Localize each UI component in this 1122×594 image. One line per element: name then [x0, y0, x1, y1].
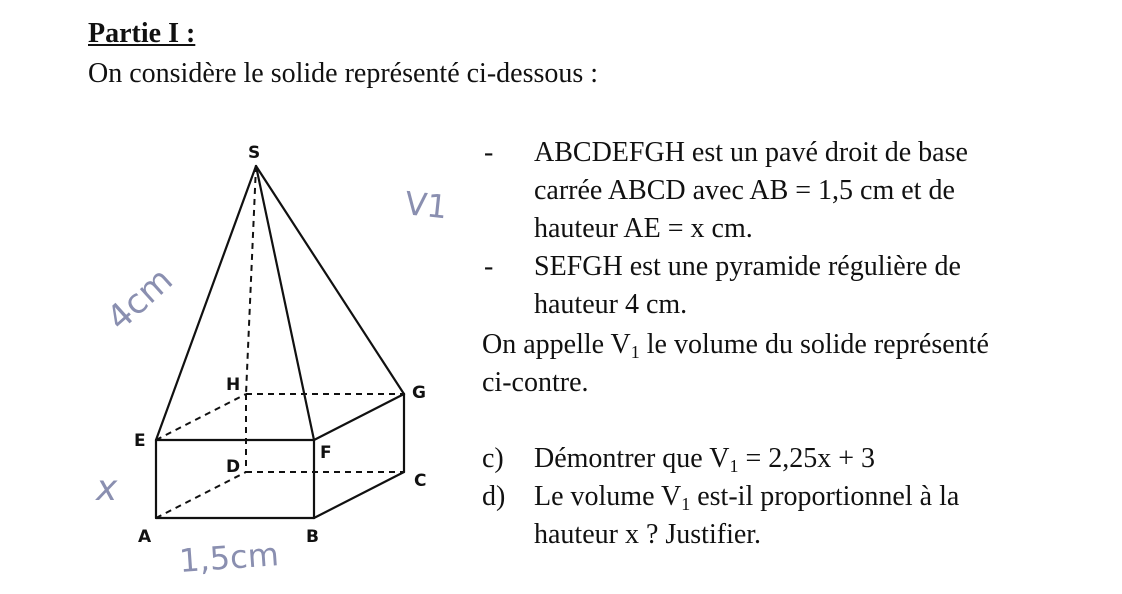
qc-text-b: = 2,25x + 3: [738, 443, 876, 474]
para-subscript: 1: [630, 342, 640, 362]
handwritten-pyramid-height: 4cm: [99, 259, 181, 339]
edge-BC: [314, 472, 404, 518]
question-c: [482, 440, 1112, 478]
point-label-C: C: [414, 471, 427, 491]
edge-SH: [246, 166, 256, 394]
point-label-F: F: [320, 443, 332, 463]
question-d-line-1: [534, 478, 1112, 516]
bullet-1-line-2: carrée ABCD avec AB = 1,5 cm et de: [534, 175, 955, 206]
volume-definition-line-1: [482, 326, 1112, 364]
qc-subscript: 1: [729, 456, 739, 476]
point-label-A: A: [138, 527, 152, 547]
bullet-1-line-1: ABCDEFGH est un pavé droit de base: [534, 137, 968, 168]
bullet-2-line-2: hauteur 4 cm.: [534, 289, 688, 320]
handwritten-volume: V1: [403, 184, 450, 227]
qd-text-b: est-il proportionnel à la: [690, 481, 960, 512]
point-label-H: H: [226, 375, 241, 395]
edge-AD: [156, 472, 246, 518]
intro-text: On considère le solide représenté ci-dessous :: [88, 58, 599, 89]
question-c-line-1: [534, 440, 1112, 478]
edge-SE: [156, 166, 256, 440]
bullet-1: [482, 134, 1112, 248]
qc-text-a: Démontrer que V: [534, 443, 730, 474]
volume-definition-line-2: ci-contre.: [482, 367, 589, 398]
point-label-E: E: [134, 431, 146, 451]
statement-block: [482, 134, 1112, 554]
volume-definition: [482, 326, 1112, 402]
point-label-S: S: [248, 143, 261, 163]
edge-SG: [256, 166, 404, 394]
question-c-label: c): [482, 443, 504, 474]
edge-SF: [256, 166, 314, 440]
handwritten-height-x: x: [96, 468, 118, 509]
handwritten-base: 1,5cm: [177, 535, 280, 580]
bullet-dash: -: [484, 137, 494, 168]
qd-text-a: Le volume V: [534, 481, 682, 512]
point-label-G: G: [412, 383, 426, 403]
point-label-D: D: [226, 457, 241, 477]
para-text-a: On appelle V: [482, 329, 631, 360]
point-label-B: B: [306, 527, 319, 547]
edge-FG: [314, 394, 404, 440]
question-d-line-2: hauteur x ? Justifier.: [534, 519, 762, 550]
bullet-dash: -: [484, 251, 494, 282]
section-title: Partie I :: [88, 18, 196, 49]
bullet-2-line-1: SEFGH est une pyramide régulière de: [534, 251, 961, 282]
question-d: [482, 478, 1112, 554]
solid-figure: [0, 0, 460, 594]
qd-subscript: 1: [681, 494, 691, 514]
para-text-b: le volume du solide représenté: [639, 329, 989, 360]
question-d-label: d): [482, 481, 506, 512]
bullet-2: [482, 248, 1112, 324]
bullet-1-line-3: hauteur AE = x cm.: [534, 213, 753, 244]
